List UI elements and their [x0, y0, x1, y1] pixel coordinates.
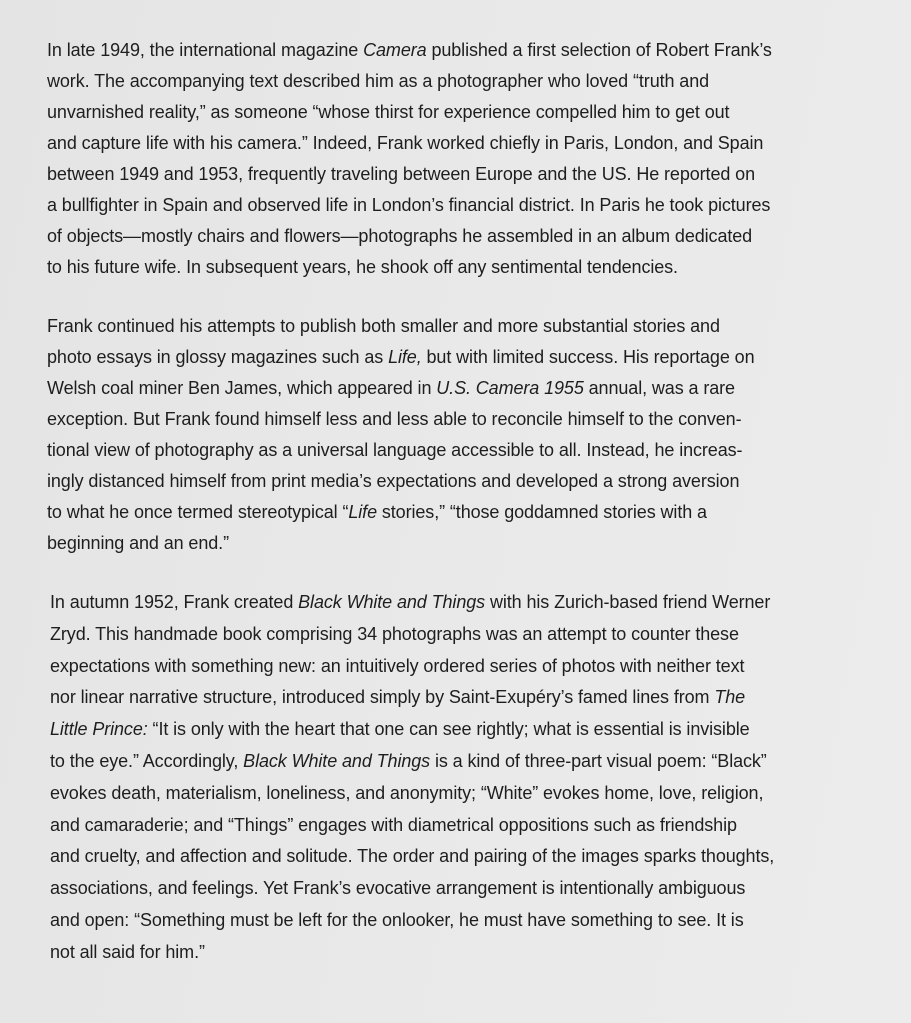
text-segment: Frank continued his attempts to publish both smaller and more substantial stories and [47, 316, 720, 336]
italic-title: Little Prince: [50, 719, 148, 740]
italic-title: U.S. Camera 1955 [436, 378, 584, 398]
text-segment: In late 1949, the international magazine [47, 40, 364, 60]
text-segment: to what he once termed stereotypical “ [47, 502, 349, 522]
text-line [50, 873, 911, 905]
text-line [50, 651, 911, 683]
text-line [50, 778, 911, 810]
text-segment: to the eye.” Accordingly, [50, 750, 244, 771]
text-segment: and open: “Something must be left for the onlooker, he must have something to see. It is [50, 909, 744, 930]
text-segment: but with limited success. His reportage on [421, 347, 755, 367]
text-segment: Welsh coal miner Ben James, which appeared in [47, 378, 437, 398]
text-line [47, 66, 911, 97]
text-line [47, 97, 911, 128]
text-segment: is a kind of three-part visual poem: “Black” [430, 750, 767, 771]
text-line [50, 810, 911, 842]
italic-title: Life, [388, 347, 422, 367]
text-line [47, 342, 911, 373]
text-line [47, 466, 911, 497]
italic-title: Camera [363, 40, 427, 60]
text-line [50, 746, 911, 778]
text-line [50, 841, 911, 873]
text-segment: and capture life with his camera.” Indeed, Frank worked chiefly in Paris, London, and Spain [47, 133, 764, 153]
italic-title: The [714, 687, 746, 708]
text-line [47, 128, 911, 159]
text-line [47, 528, 911, 559]
paragraph [47, 311, 911, 559]
text-segment: “It is only with the heart that one can see rightly; what is essential is invisible [147, 719, 750, 740]
text-line [47, 252, 911, 283]
text-segment: and camaraderie; and “Things” engages with diametrical oppositions such as friendship [50, 814, 737, 835]
italic-title: Black White and Things [298, 592, 486, 612]
text-line [47, 404, 911, 435]
text-line [47, 190, 911, 221]
paragraph [47, 35, 911, 283]
text-segment: annual, was a rare [583, 378, 735, 398]
text-segment: published a first selection of Robert Frank’s [426, 40, 772, 60]
text-segment: ingly distanced himself from print media’s expectations and developed a strong aversion [47, 471, 740, 491]
text-line [50, 905, 911, 937]
text-segment: beginning and an end.” [47, 533, 229, 553]
text-segment: In autumn 1952, Frank created [50, 592, 299, 612]
text-line [47, 435, 911, 466]
text-line [47, 311, 911, 342]
text-line [47, 373, 911, 404]
text-line [50, 587, 911, 619]
text-segment: work. The accompanying text described him as a photographer who loved “truth and [47, 71, 710, 91]
text-segment: between 1949 and 1953, frequently traveling between Europe and the US. He reported on [47, 164, 756, 184]
text-segment: evokes death, materialism, loneliness, and anonymity; “White” evokes home, love, religion, [50, 782, 764, 803]
text-segment: unvarnished reality,” as someone “whose thirst for experience compelled him to get out [47, 102, 730, 122]
italic-title: Life [348, 502, 377, 522]
text-segment: a bullfighter in Spain and observed life in London’s financial district. In Paris he took pictures [47, 195, 771, 215]
text-segment: not all said for him.” [50, 941, 205, 962]
paragraph [47, 587, 911, 969]
text-segment: nor linear narrative structure, introduced simply by Saint-Exupéry’s famed lines from [50, 687, 715, 708]
text-segment: associations, and feelings. Yet Frank’s evocative arrangement is intentionally ambiguous [50, 878, 746, 899]
text-line [50, 682, 911, 714]
text-segment: of objects—mostly chairs and flowers—photographs he assembled in an album dedicated [47, 226, 753, 246]
text-segment: tional view of photography as a universal language accessible to all. Instead, he increas- [47, 440, 743, 460]
text-segment: expectations with something new: an intuitively ordered series of photos with neither text [50, 655, 745, 676]
text-line [50, 619, 911, 651]
text-segment: exception. But Frank found himself less and less able to reconcile himself to the conven- [47, 409, 742, 429]
text-segment: Zryd. This handmade book comprising 34 photographs was an attempt to counter these [50, 623, 739, 644]
text-line [50, 714, 911, 746]
text-line [47, 221, 911, 252]
text-segment: stories,” “those goddamned stories with a [376, 502, 707, 522]
italic-title: Black White and Things [243, 750, 431, 771]
text-line [47, 159, 911, 190]
text-line [47, 35, 911, 66]
text-segment: with his Zurich-based friend Werner [485, 592, 771, 612]
text-line [50, 937, 911, 969]
text-segment: and cruelty, and affection and solitude. The order and pairing of the images sparks thoughts, [50, 846, 775, 867]
text-line [47, 497, 911, 528]
text-segment: photo essays in glossy magazines such as [47, 347, 389, 367]
text-segment: to his future wife. In subsequent years, he shook off any sentimental tendencies. [47, 257, 678, 277]
